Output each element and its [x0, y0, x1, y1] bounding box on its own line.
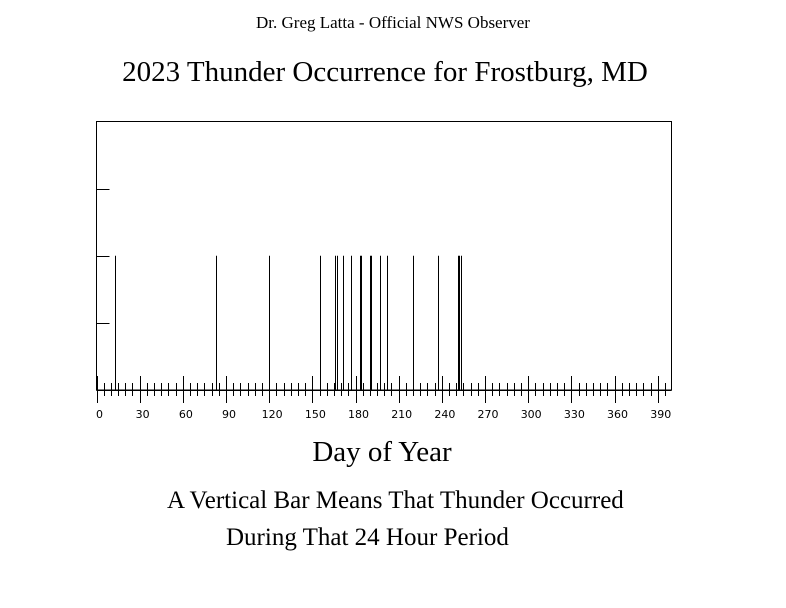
x-tick-label: 30 [135, 408, 150, 421]
x-tick-label: 150 [304, 408, 326, 421]
x-tick-label: 390 [650, 408, 672, 421]
x-tick-label: 360 [607, 408, 629, 421]
chart-title: 2023 Thunder Occurrence for Frostburg, MD [122, 56, 648, 88]
x-tick-label: 120 [261, 408, 283, 421]
x-tick-label: 270 [477, 408, 499, 421]
x-tick-label: 90 [222, 408, 237, 421]
observer-credit: Dr. Greg Latta - Official NWS Observer [256, 13, 530, 32]
x-tick-label: 240 [434, 408, 456, 421]
x-tick-label: 330 [563, 408, 585, 421]
x-tick-label: 60 [178, 408, 193, 421]
x-tick-label: 210 [391, 408, 413, 421]
x-axis-label: Day of Year [312, 436, 452, 468]
x-tick-label: 300 [520, 408, 542, 421]
explanation-line-1: A Vertical Bar Means That Thunder Occurred [167, 487, 624, 514]
x-tick-label: 0 [96, 408, 103, 421]
x-tick-label: 180 [348, 408, 370, 421]
explanation-line-2: During That 24 Hour Period [226, 524, 509, 551]
plot-frame [97, 122, 672, 391]
